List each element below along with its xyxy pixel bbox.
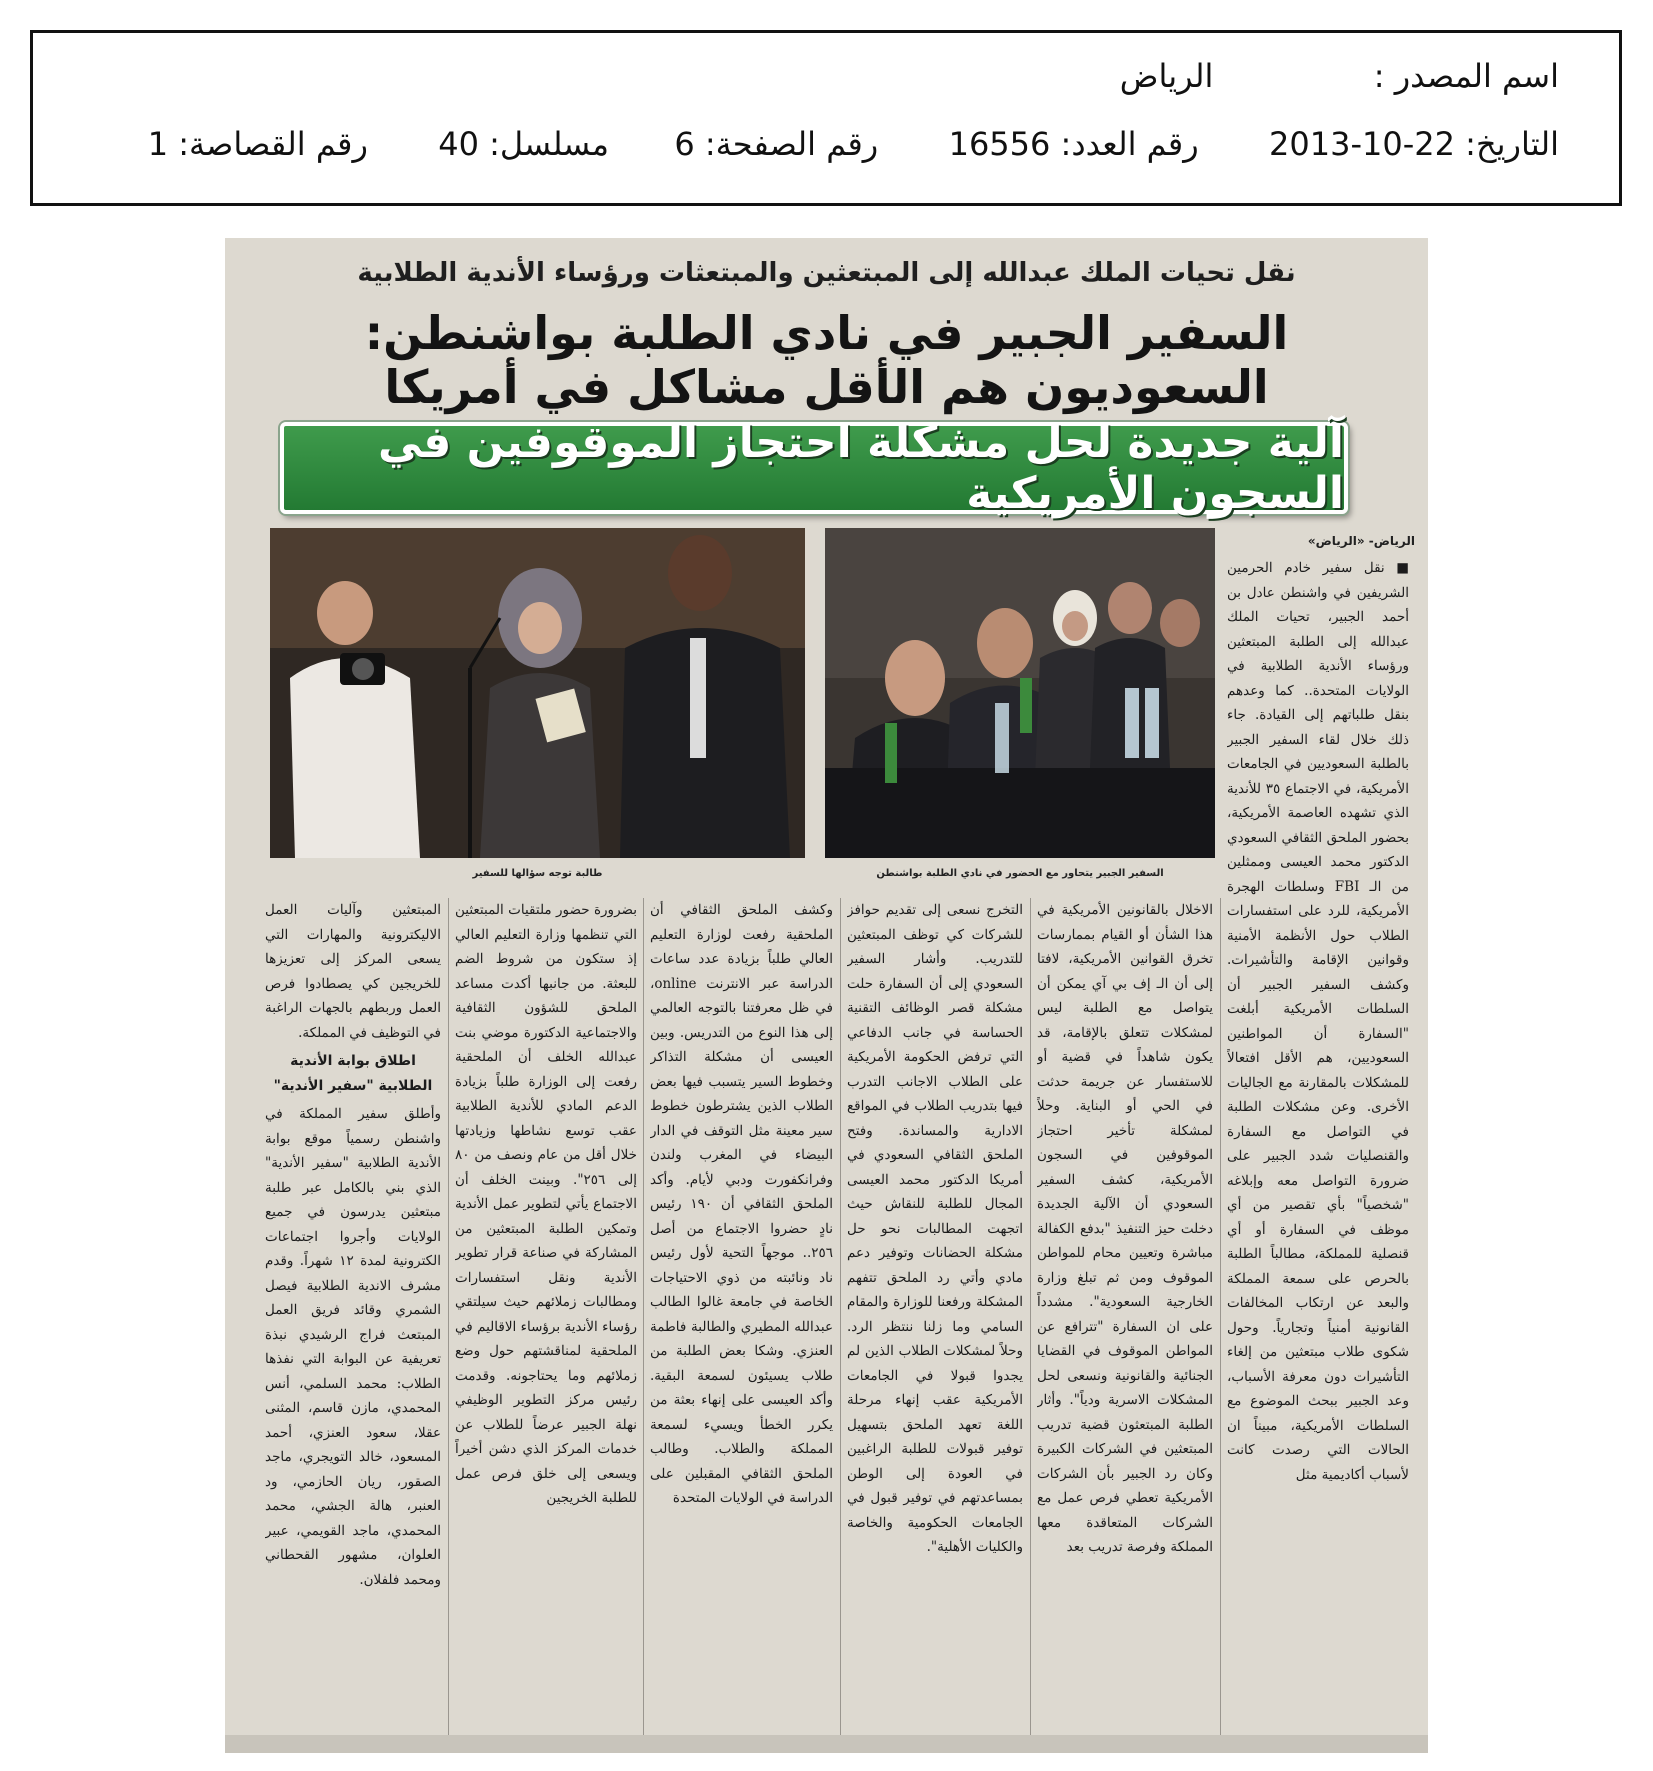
source-row bbox=[1120, 57, 1559, 95]
column-rule-5 bbox=[448, 898, 449, 1738]
article-column-6 bbox=[265, 898, 441, 1736]
article-column-4: وكشف الملحق الثقافي أن الملحقية رفعت لوزارة التعليم العالي طلباً بزيادة عدد ساعات الدراسة عبر الانترنت online، في ظل معرفتنا بالتوجه العالمي إلى هذا النوع من التدريس. وبين العيسى أن مشكلة التذاكر وخطوط السير يتسبب فيها بعض الطلاب الذين يشترطون خطوط سير معينة مثل التوقف في الدار البيضاء في المغرب ولندن وفرانكفورت ودبي لأيام. وأكد الملحق الثقافي أن ١٩٠ رئيس نادٍ حضروا الاجتماع من أصل ٢٥٦.. موجهاً التحية لأول رئيس ناد ونائبته من ذوي الاحتياجات الخاصة في جامعة غالوا الطالب عبدالله المطيري والطالبة فاطمة العنزي. وشكا بعض الطلبة من طلاب يسيئون لسمعة البقية. وأكد العيسى على إنهاء بعثة من يكرر الخطأ ويسيء لسمعة المملكة والطلاب. وطالب الملحق الثقافي المقبلين على الدراسة في الولايات المتحدة bbox=[650, 902, 833, 1506]
article-headline: السفير الجبير في نادي الطلبة بواشنطن: السعوديون هم الأقل مشاكل في أمريكا bbox=[364, 306, 1289, 414]
article-column-3: التخرج نسعى إلى تقديم حوافز للشركات كي توظف المبتعثين للتدريب. وأشار السفير السعودي إلى أن السفارة حلت مشكلة قصر الوظائف التقنية الحساسة في جانب الدفاعي التي ترفض الحكومة الأمريكية على الطلاب الاجانب التدرب فيها بتدريب الطلاب في المواقع الادارية والمساندة. وفتح الملحق الثقافي السعودي في أمريكا الدكتور محمد العيسى المجال للطلبة للنقاش حيث اتجهت المطالبات نحو حل مشكلة الحضانات وتوفير دعم مادي وأتي رد الملحق تتفهم المشكلة ورفعنا للوزارة والمقام السامي وما زلنا ننتظر الرد. وحلاً لمشكلات الطلاب الذين لم يجدوا قبولا في الجامعات الأمريكية عقب إنهاء مرحلة اللغة تعهد الملحق بتسهيل توفير قبولات للطلبة الراغبين في العودة إلى الوطن بمساعدتهم في توفير قبول في الجامعات الحكومية والخاصة والكليات الأهلية". bbox=[847, 902, 1023, 1555]
page-value: 6 bbox=[674, 125, 695, 163]
clipping-bottom-edge bbox=[225, 1735, 1428, 1753]
clip-value: 1 bbox=[147, 125, 169, 163]
article-byline: الرياض- «الرياض» bbox=[1307, 534, 1415, 548]
article-banner bbox=[280, 417, 1348, 519]
column-6-text-b: وأطلق سفير المملكة في واشنطن رسمياً موقع بوابة الأندية الطلابية "سفير الأندية" الذي بني بالكامل عبر طلبة مبتعثين يدرسون في جميع الولايات وأجروا اجتماعات الكترونية لمدة ١٢ شهراً. وقدم مشرف الاندية الطلابية فيصل الشمري وقائد فريق العمل المبتعث فراج الرشيدي نبذة تعريفية عن البوابة التي نفذها الطلاب: محمد السلمي، أنس المحمدي، مازن قاسم، المثنى عقلا، سعود العنزي، أحمد المسعود، خالد التويجري، ماجد الصقور، ريان الحازمي، ود العنبر، هالة الجشي، محمد المحمدي، ماجد القويمي، عبير العلوان، مشهور القحطاني ومحمد فلفلان. bbox=[265, 1106, 441, 1588]
photo-panel-discussion bbox=[825, 528, 1215, 858]
column-rule-1 bbox=[1220, 898, 1221, 1738]
caption-student: طالبة توجه سؤالها للسفير bbox=[472, 868, 603, 879]
clipping-header-box bbox=[30, 30, 1622, 206]
source-label: اسم المصدر : bbox=[1373, 57, 1559, 95]
page-label: رقم الصفحة: bbox=[704, 125, 879, 163]
serial-label: مسلسل: bbox=[489, 125, 609, 163]
meta-row bbox=[148, 125, 1559, 163]
photo-student-question bbox=[270, 528, 805, 858]
banner-text: آلية جديدة لحل مشكلة احتجاز الموقوفين في السجون الأمريكية bbox=[377, 417, 1344, 519]
student-photo-image bbox=[270, 528, 805, 858]
source-value: الرياض bbox=[1119, 57, 1214, 95]
column-6-subheading: اطلاق بوابة الأندية الطلابية "سفير الأندية" bbox=[273, 1053, 433, 1094]
caption-panel: السفير الجبير يتحاور مع الحضور في نادي الطلبة بواشنطن bbox=[876, 868, 1164, 879]
article-column-1: ■ نقل سفير خادم الحرمين الشريفين في واشنطن عادل بن أحمد الجبير، تحيات الملك عبدالله إلى الطلبة المبتعثين ورؤساء الأندية الطلابية في الولايات المتحدة.. كما وعدهم بنقل طلباتهم إلى القيادة. جاء ذلك خلال لقاء السفير الجبير بالطلبة السعوديين في الجامعات الأمريكية، في الاجتماع ٣٥ للأندية الذي تشهده العاصمة الأمريكية، بحضور الملحق الثقافي السعودي الدكتور محمد العيسى وممثلين من الـ FBI وسلطات الهجرة الأمريكية، للرد على استفسارات الطلاب حول الأنظمة الأمنية وقوانين الإقامة والتأشيرات. وكشف السفير الجبير أن السلطات الأمريكية أبلغت "السفارة أن المواطنين السعوديين، هم الأقل افتعالاً للمشكلات بالمقارنة مع الجاليات الأخرى. وعن مشكلات الطلبة في التواصل مع السفارة والقنصليات شدد الجبير على ضرورة التواصل معه وإبلاغه "شخصياً" بأي تقصير من أي موظف في السفارة أو أي قنصلية للمملكة، مطالباً الطلبة بالحرص على سمعة المملكة والبعد عن ارتكاب المخالفات القانونية أمنياً وتجارياً. وحول شكوى طلاب مبتعثين من إلغاء التأشيرات دون معرفة الأسباب، وعد الجبير ببحث الموضوع مع السلطات الأمريكية، مبيناً ان الحالات التي رصدت كانت لأسباب أكاديمية مثل bbox=[1227, 560, 1409, 1483]
issue-label: رقم العدد: bbox=[1060, 125, 1199, 163]
serial-value: 40 bbox=[438, 125, 479, 163]
newspaper-clipping bbox=[225, 238, 1428, 1753]
column-rule-4 bbox=[643, 898, 644, 1738]
column-rule-3 bbox=[840, 898, 841, 1738]
article-column-2: الاخلال بالقانونين الأمريكية في هذا الشأن أو القيام بممارسات تخرق القوانين الأمريكية، لافتا إلى أن الـ إف بي آي يمكن أن يتواصل مع الطلبة ليس لمشكلات تتعلق بالإقامة، قد يكون شاهداً في قضية أو للاستفسار عن جريمة حدثت في الحي أو البناية. وحلاً لمشكلة تأخير احتجاز الموقوفين في السجون الأمريكية، كشف السفير السعودي أن الآلية الجديدة دخلت حيز التنفيذ "بدفع الكفالة مباشرة وتعيين محام للمواطن الموقوف ومن ثم تبلغ وزارة الخارجية السعودية". مشدداً على ان السفارة "تترافع عن المواطن الموقوف في القضايا الجنائية والقانونية ونسعى لحل المشكلات الاسرية ودياً". وأثار الطلبة المبتعثون قضية تدريب المبتعثين في الشركات الكبيرة وكان رد الجبير بأن الشركات الأمريكية تعطي فرص عمل مع الشركات المتعاقدة معها المملكة وفرصة تدريب بعد bbox=[1037, 902, 1213, 1555]
issue-value: 16556 bbox=[948, 125, 1051, 163]
date-label: التاريخ: bbox=[1465, 125, 1559, 163]
article-column-5: بضرورة حضور ملتقيات المبتعثين التي تنظمها وزارة التعليم العالي إذ ستكون من شروط الضم للبعثة. من جانبها أكدت مساعد الملحق للشؤون الثقافية والاجتماعية الدكتورة موضي بنت عبدالله الخلف أن الملحقية رفعت إلى الوزارة طلباً بزيادة الدعم المادي للأندية الطلابية عقب توسع نشاطها وزيادتها خلال أقل من عام ونصف من ٨٠ إلى ٢٥٦". وبينت الخلف أن الاجتماع يأتي لتطوير عمل الأندية وتمكين الطلبة المبتعثين من المشاركة في صناعة قرار تطوير الأندية ونقل استفسارات ومطالبات زملائهم حيث سيلتقي رؤساء الأندية برؤساء الاقاليم في الملحقية لمناقشتهم حول وضع زملائهم وما يحتاجونه. وقدمت رئيس مركز التطوير الوظيفي نهلة الجبير عرضاً للطلاب عن خدمات المركز الذي دشن أخيراً ويسعى إلى خلق فرص عمل للطلبة الخريجين bbox=[455, 902, 637, 1506]
panel-photo-image bbox=[825, 528, 1215, 858]
date-value: 2013-10-22 bbox=[1269, 125, 1455, 163]
column-rule-2 bbox=[1030, 898, 1031, 1738]
clip-label: رقم القصاصة: bbox=[178, 125, 368, 163]
column-6-text-a: المبتعثين وآليات العمل الاليكترونية والمهارات التي يسعى المركز إلى تعزيزها للخريجين كي يصطادوا فرص العمل وربطهم بالجهات الراغبة في التوظيف في المملكة. bbox=[265, 902, 441, 1041]
article-kicker: نقل تحيات الملك عبدالله إلى المبتعثين والمبتعثات ورؤساء الأندية الطلابية bbox=[357, 258, 1296, 288]
